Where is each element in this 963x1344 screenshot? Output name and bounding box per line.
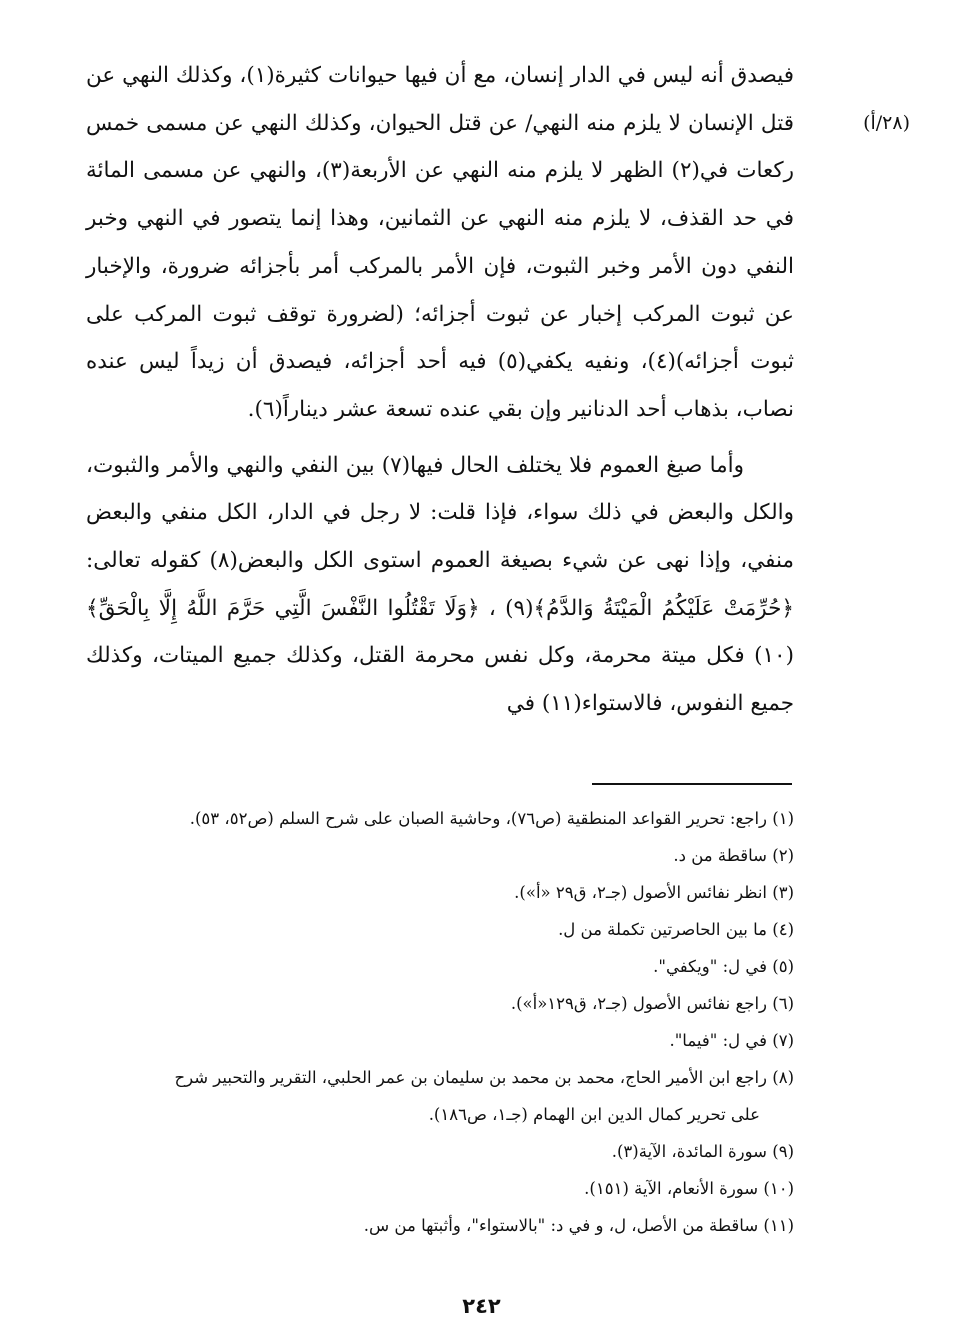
footnote: (١) راجع: تحرير القواعد المنطقية (ص٧٦)، وحاشية الصبان على شرح السلم (ص٥٢، ٥٣).	[189, 809, 794, 828]
footnote-continuation: على تحرير كمال الدين ابن الهمام (جـ١، ص١٨٦).	[428, 1105, 760, 1124]
footnote: (٧) في ل: "فيما".	[669, 1031, 794, 1050]
main-text	[86, 52, 794, 728]
margin-folio-note: (٢٨/أ)	[863, 112, 910, 134]
footnote: (٨) راجع ابن الأمير الحاج، محمد بن محمد بن سليمان بن عمر الحلبي، التقرير والتحبير شرح	[174, 1068, 794, 1087]
footnote: (١٠) سورة الأنعام، الآية (١٥١).	[584, 1179, 794, 1198]
footnote: (٤) ما بين الحاصرتين تكملة من ل.	[558, 920, 794, 939]
footnote: (١١) ساقطة من الأصل، ل، و في د: "بالاستواء"، وأثبتها من س.	[363, 1216, 794, 1235]
body-paragraph: فيصدق أنه ليس في الدار إنسان، مع أن فيها حيوانات كثيرة(١)، وكذلك النهي عن قتل الإنسان لا يلزم منه النهي/ عن قتل الحيوان، وكذلك النهي عن مسمى خمس ركعات في(٢) الظهر لا يلزم منه النهي عن الأربعة(٣)، والنهي عن مسمى المائة في حد القذف، لا يلزم منه النهي عن الثمانين، وهذا إنما يتصور في النهي وخبر النفي دون الأمر وخبر الثبوت، فإن الأمر بالمركب أمر بأجزائه ضرورة، والإخبار عن ثبوت المركب إخبار عن ثبوت أجزائه؛ (لضرورة توقف ثبوت المركب على ثبوت أجزائه)(٤)، ونفيه يكفي(٥) فيه أحد أجزائه، فيصدق أن زيداً ليس عنده نصاب، بذهاب أحد الدنانير وإن بقي عنده تسعة عشر ديناراً(٦).	[86, 63, 794, 422]
page-number: ٢٤٢	[462, 1294, 501, 1318]
footnote: (٩) سورة المائدة، الآية(٣).	[611, 1142, 794, 1161]
footnotes	[86, 800, 794, 1244]
footnote: (٥) في ل: "ويكفي".	[653, 957, 794, 976]
footnote: (٣) انظر نفائس الأصول (جـ٢، ق٢٩ «أ»).	[514, 883, 794, 902]
body-paragraph: وأما صيغ العموم فلا يختلف الحال فيها(٧) بين النفي والنهي والأمر والثبوت، والكل والبعض في ذلك سواء، فإذا قلت: لا رجل في الدار، الكل منفي والبعض منفي، وإذا نهى عن شيء بصيغة العموم استوى الكل والبعض(٨) كقوله تعالى: ﴿حُرِّمَتْ عَلَيْكُمُ الْمَيْتَةُ وَالدَّمُ﴾(٩) ، ﴿وَلَا تَقْتُلُوا النَّفْسَ الَّتِي حَرَّمَ اللَّهُ إِلَّا بِالْحَقِّ﴾(١٠) فكل ميتة محرمة، وكل نفس محرمة القتل، وكذلك جميع الميتات، وكذلك جميع النفوس، فالاستواء(١١) في	[86, 452, 794, 717]
footnote-separator	[592, 783, 792, 785]
footnote: (٢) ساقطة من د.	[673, 846, 794, 865]
footnote: (٦) راجع نفائس الأصول (جـ٢، ق١٢٩«أ»).	[510, 994, 794, 1013]
